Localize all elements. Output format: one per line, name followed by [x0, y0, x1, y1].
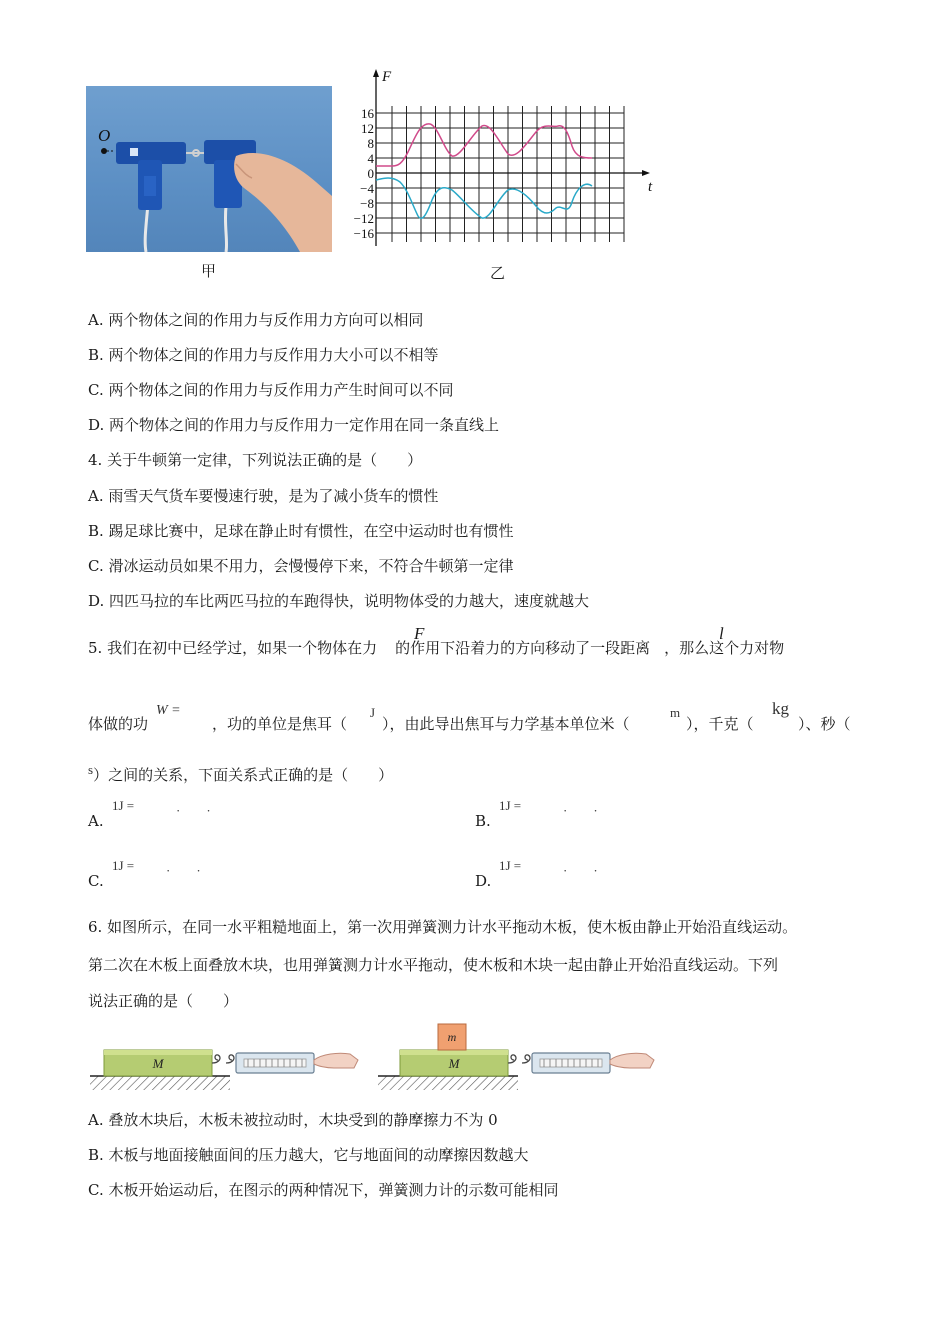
board-label: M — [152, 1056, 164, 1071]
q3-option-b[interactable]: B. 两个物体之间的作用力与反作用力大小可以不相等 — [88, 346, 439, 364]
q5-stem-line2: 体做的功 W = ，功的单位是焦耳（ J ），由此导出焦耳与力学基本单位米（ m ），千克（ kg ）、秒（ — [88, 699, 851, 733]
positive-force-curve — [376, 124, 592, 166]
force-time-graph — [340, 66, 660, 252]
graph-grid — [376, 106, 624, 242]
force-sensor-photo — [86, 86, 332, 252]
q4-option-a[interactable]: A. 雨雪天气货车要慢速行驶，是为了减小货车的惯性 — [88, 487, 439, 505]
q4-option-b[interactable]: B. 踢足球比赛中，足球在静止时有惯性，在空中运动时也有惯性 — [88, 522, 514, 540]
q6-stem-line1: 6. 如图所示，在同一水平粗糙地面上，第一次用弹簧测力计水平拖动木板，使木板由静止开始沿直线运动。 — [88, 918, 798, 936]
option-dots: · · — [176, 803, 211, 818]
unit-m: m — [670, 705, 681, 720]
scene-without-block — [90, 1050, 358, 1090]
q6-option-b[interactable]: B. 木板与地面接触面间的压力越大，它与地面间的动摩擦因数越大 — [88, 1146, 529, 1164]
q6-option-a[interactable]: A. 叠放木块后，木板未被拉动时，木块受到的静摩擦力不为 0 — [88, 1111, 498, 1129]
q6-stem-line2: 第二次在木板上面叠放木块，也用弹簧测力计水平拖动，使木板和木块一起由静止开始沿直线运动。下列 — [88, 956, 779, 974]
tick-label: 0 — [367, 166, 374, 181]
point-o-label: O — [98, 126, 111, 145]
q6-option-c[interactable]: C. 木板开始运动后，在图示的两种情况下，弹簧测力计的示数可能相同 — [88, 1181, 559, 1199]
tick-label: −16 — [353, 226, 374, 241]
tick-label: 8 — [367, 136, 374, 151]
unit-j: J — [370, 705, 376, 720]
option-formula: 1J = — [112, 798, 135, 813]
board-label: M — [448, 1056, 460, 1071]
var-f: F — [414, 624, 425, 643]
board-spring-scale-figure — [86, 1020, 666, 1098]
q3-option-c[interactable]: C. 两个物体之间的作用力与反作用力产生时间可以不同 — [88, 381, 454, 399]
option-dots: · · — [563, 863, 598, 878]
t-axis-label: t — [648, 179, 653, 195]
unit-s: s — [88, 762, 94, 777]
tick-label: −12 — [353, 211, 374, 226]
var-l: l — [719, 624, 724, 643]
f-axis-label: F — [382, 69, 392, 85]
q6-stem-line3: 说法正确的是（ ） — [88, 992, 239, 1010]
q5-stem-line1: 5. 我们在初中已经学过，如果一个物体在力 F 的作用下沿着力的方向移动了一段距离 l ，那么这个力对物 — [88, 624, 785, 657]
q4-stem: 4. 关于牛顿第一定律，下列说法正确的是（ ） — [88, 451, 423, 469]
unit-kg: kg — [772, 699, 789, 718]
block-label: m — [447, 1030, 457, 1044]
q4-option-d[interactable]: D. 四匹马拉的车比两匹马拉的车跑得快，说明物体受的力越大，速度就越大 — [88, 592, 590, 610]
q3-option-a[interactable]: A. 两个物体之间的作用力与反作用力方向可以相同 — [88, 311, 424, 329]
q3-option-d[interactable]: D. 两个物体之间的作用力与反作用力一定作用在同一条直线上 — [88, 416, 500, 434]
negative-force-curve — [376, 178, 592, 218]
tick-label: −8 — [360, 196, 374, 211]
option-formula: 1J = — [499, 858, 522, 873]
force-sensor-illustration — [86, 86, 332, 252]
option-dots: · · — [563, 803, 598, 818]
q5-stem-line3: s）之间的关系，下面关系式正确的是（ ） — [88, 762, 394, 784]
option-formula: 1J = — [112, 858, 135, 873]
tick-label: 16 — [361, 106, 374, 121]
tick-label: 4 — [367, 151, 374, 166]
q4-option-c[interactable]: C. 滑冰运动员如果不用力，会慢慢停下来，不符合牛顿第一定律 — [88, 557, 514, 575]
option-formula: 1J = — [499, 798, 522, 813]
scene-with-block — [378, 1024, 654, 1090]
tick-label: −4 — [360, 181, 374, 196]
figure-caption-right: 乙 — [490, 264, 506, 282]
work-formula: W = — [156, 703, 181, 718]
option-dots: · · — [166, 863, 201, 878]
tick-label: 12 — [361, 121, 374, 136]
figure-caption-left: 甲 — [201, 262, 217, 280]
